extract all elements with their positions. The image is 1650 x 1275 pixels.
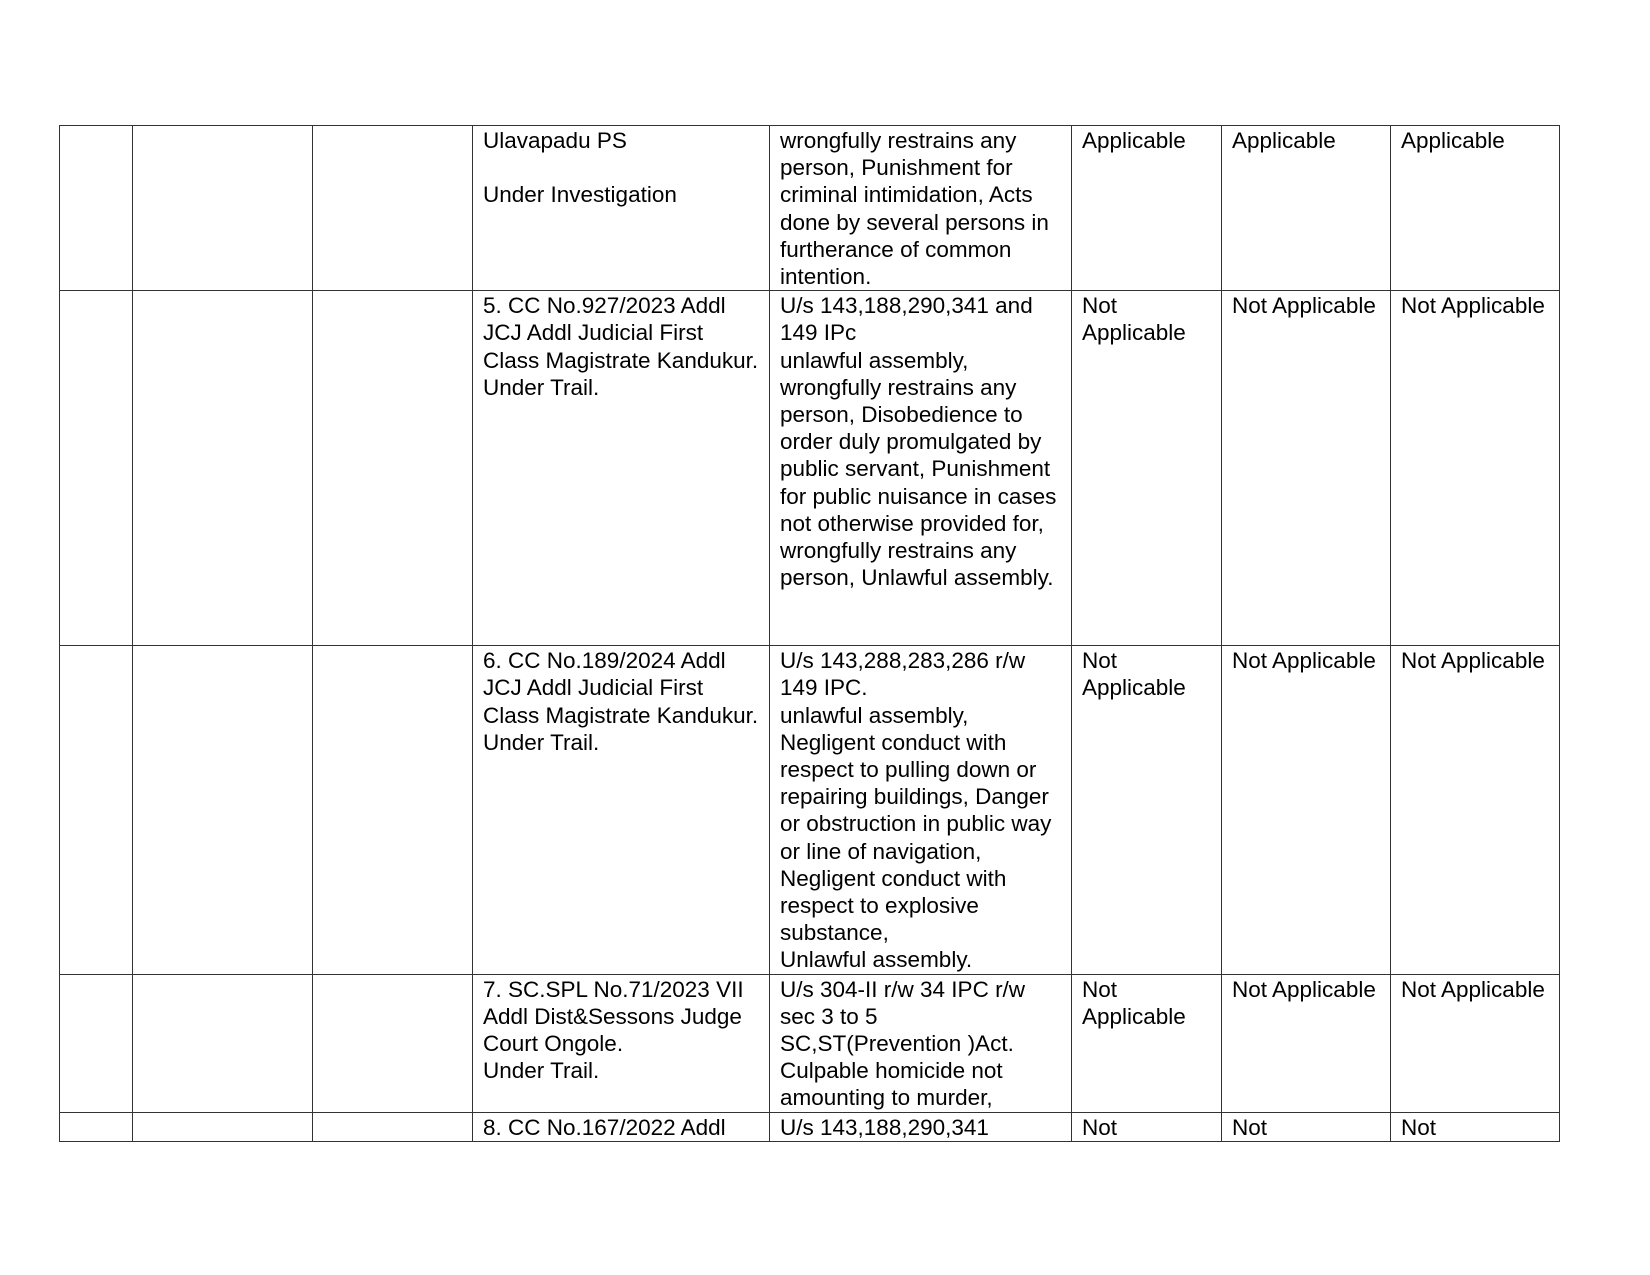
case-details-cell: Ulavapadu PS Under Investigation bbox=[473, 126, 770, 291]
applicability-cell: Not bbox=[1072, 1112, 1222, 1141]
applicability-cell: Applicable bbox=[1391, 126, 1560, 291]
party-cell bbox=[313, 646, 473, 974]
applicability-cell: Not bbox=[1391, 1112, 1560, 1141]
case-details-cell: 8. CC No.167/2022 Addl bbox=[473, 1112, 770, 1141]
applicability-cell: Not Applicable bbox=[1072, 291, 1222, 646]
applicability-cell: Applicable bbox=[1222, 126, 1391, 291]
applicability-cell: Not Applicable bbox=[1222, 974, 1391, 1112]
party-cell bbox=[313, 974, 473, 1112]
table-row bbox=[60, 126, 1560, 291]
case-details-cell: 5. CC No.927/2023 Addl JCJ Addl Judicial First Class Magistrate Kandukur. Under Trail. bbox=[473, 291, 770, 646]
table-row bbox=[60, 291, 1560, 646]
serial-cell bbox=[60, 291, 133, 646]
sections-cell: U/s 143,288,283,286 r/w 149 IPC. unlawful assembly, Negligent conduct with respect to pulling down or repairing buildings, Danger or obstruction in public way or line of navigation, Negligent conduct with respect to explosive substance, Unlawful assembly. bbox=[770, 646, 1072, 974]
applicability-cell: Not Applicable bbox=[1072, 974, 1222, 1112]
sections-cell: U/s 304-II r/w 34 IPC r/w sec 3 to 5 SC,ST(Prevention )Act. Culpable homicide not amounting to murder, bbox=[770, 974, 1072, 1112]
sections-cell: wrongfully restrains any person, Punishment for criminal intimidation, Acts done by several persons in furtherance of common intention. bbox=[770, 126, 1072, 291]
applicability-cell: Not bbox=[1222, 1112, 1391, 1141]
party-cell bbox=[313, 1112, 473, 1141]
applicability-cell: Not Applicable bbox=[1222, 291, 1391, 646]
applicability-cell: Not Applicable bbox=[1391, 974, 1560, 1112]
table-row bbox=[60, 974, 1560, 1112]
applicability-cell: Not Applicable bbox=[1222, 646, 1391, 974]
party-cell bbox=[313, 126, 473, 291]
cases-table bbox=[59, 125, 1560, 1142]
applicability-cell: Not Applicable bbox=[1391, 646, 1560, 974]
applicability-cell: Not Applicable bbox=[1391, 291, 1560, 646]
table-row bbox=[60, 646, 1560, 974]
serial-cell bbox=[60, 1112, 133, 1141]
party-cell bbox=[313, 291, 473, 646]
name-cell bbox=[133, 1112, 313, 1141]
applicability-cell: Not Applicable bbox=[1072, 646, 1222, 974]
case-details-cell: 7. SC.SPL No.71/2023 VII Addl Dist&Sessons Judge Court Ongole. Under Trail. bbox=[473, 974, 770, 1112]
name-cell bbox=[133, 126, 313, 291]
name-cell bbox=[133, 291, 313, 646]
name-cell bbox=[133, 974, 313, 1112]
case-details-cell: 6. CC No.189/2024 Addl JCJ Addl Judicial First Class Magistrate Kandukur. Under Trail. bbox=[473, 646, 770, 974]
serial-cell bbox=[60, 646, 133, 974]
serial-cell bbox=[60, 974, 133, 1112]
sections-cell: U/s 143,188,290,341 bbox=[770, 1112, 1072, 1141]
table-row bbox=[60, 1112, 1560, 1141]
applicability-cell: Applicable bbox=[1072, 126, 1222, 291]
serial-cell bbox=[60, 126, 133, 291]
sections-cell: U/s 143,188,290,341 and 149 IPc unlawful assembly, wrongfully restrains any person, Disobedience to order duly promulgated by public servant, Punishment for public nuisance in cases not otherwise provided for, wrongfully restrains any person, Unlawful assembly. bbox=[770, 291, 1072, 646]
name-cell bbox=[133, 646, 313, 974]
